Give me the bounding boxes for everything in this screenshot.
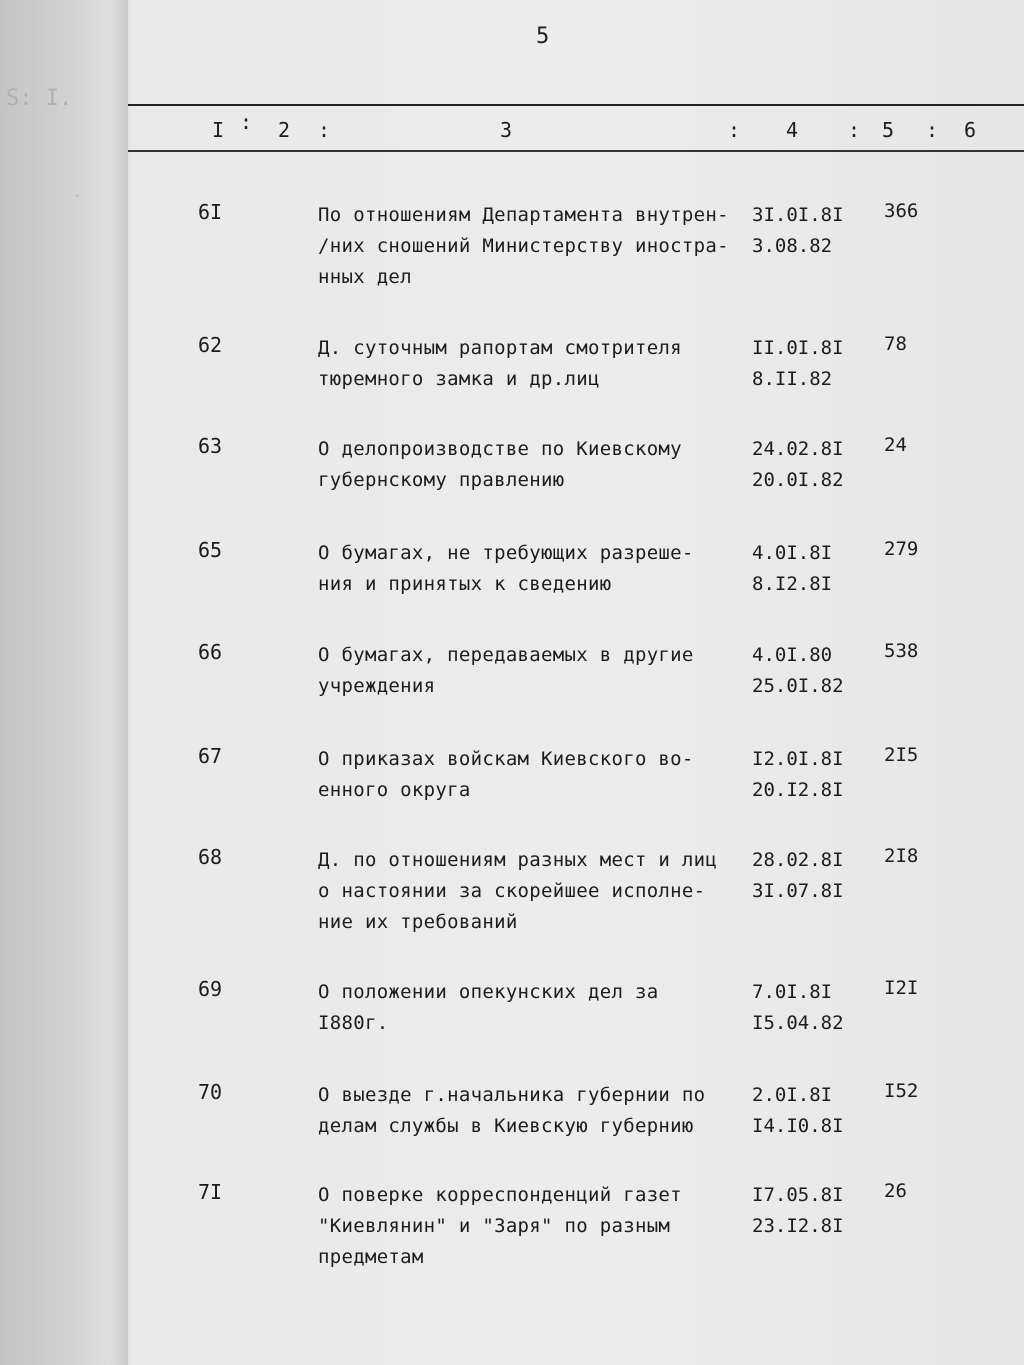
- item-title-line: О делопроизводстве по Киевскому: [318, 438, 682, 460]
- bleed-through-mark: ·: [72, 186, 83, 207]
- item-title-line: тюремного замка и др.лиц: [318, 368, 600, 390]
- item-number: 6I: [198, 200, 223, 224]
- date-end: 3.08.82: [752, 235, 833, 257]
- item-number: 7I: [198, 1180, 223, 1204]
- item-title-line: О приказах войскам Киевского во-: [318, 748, 694, 770]
- header-rule-bottom: [128, 150, 1024, 152]
- item-title-line: предметам: [318, 1246, 424, 1268]
- item-title-line: ния и принятых к сведению: [318, 573, 612, 595]
- column-header-5: 5: [882, 118, 895, 142]
- item-title: [318, 845, 758, 938]
- item-dates: [752, 200, 844, 262]
- item-title-line: О положении опекунских дел за: [318, 981, 659, 1003]
- item-title-line: По отношениям Департамента внутрен-: [318, 204, 729, 226]
- item-title-line: О поверке корреспонденций газет: [318, 1184, 682, 1206]
- item-title-line: ние их требований: [318, 911, 518, 933]
- item-number: 63: [198, 434, 223, 458]
- date-start: I2.0I.8I: [752, 748, 844, 770]
- item-number: 67: [198, 744, 223, 768]
- item-title-line: I880г.: [318, 1012, 389, 1034]
- item-title-line: нных дел: [318, 266, 412, 288]
- item-title: [318, 1080, 758, 1142]
- item-title-line: о настоянии за скорейшее исполне-: [318, 880, 706, 902]
- sheet-count: 2I8: [884, 845, 919, 867]
- item-title: [318, 538, 758, 600]
- column-separator: :: [926, 118, 939, 142]
- item-number: 65: [198, 538, 223, 562]
- date-start: 7.0I.8I: [752, 981, 833, 1003]
- date-end: 20.0I.82: [752, 469, 844, 491]
- column-separator: :: [728, 118, 741, 142]
- item-title-line: О бумагах, не требующих разреше-: [318, 542, 694, 564]
- item-title: [318, 640, 758, 702]
- header-rule-top: [128, 104, 1024, 106]
- date-end: I5.04.82: [752, 1012, 844, 1034]
- column-header-6: 6: [964, 118, 977, 142]
- item-dates: [752, 434, 844, 496]
- item-number: 62: [198, 333, 223, 357]
- date-end: 8.II.82: [752, 368, 833, 390]
- item-dates: [752, 845, 844, 907]
- item-dates: [752, 1180, 844, 1242]
- sheet-count: 2I5: [884, 744, 919, 766]
- sheet-count: 366: [884, 200, 919, 222]
- item-number: 68: [198, 845, 223, 869]
- item-title-line: О бумагах, передаваемых в другие: [318, 644, 694, 666]
- date-start: 4.0I.80: [752, 644, 833, 666]
- sheet-count: I52: [884, 1080, 919, 1102]
- page-number: 5: [536, 24, 550, 49]
- item-title-line: О выезде г.начальника губернии по: [318, 1084, 706, 1106]
- item-title-line: "Киевлянин" и "Заря" по разным: [318, 1215, 671, 1237]
- item-dates: [752, 1080, 844, 1142]
- item-number: 70: [198, 1080, 223, 1104]
- item-dates: [752, 538, 832, 600]
- item-title: [318, 744, 758, 806]
- date-end: 23.I2.8I: [752, 1215, 844, 1237]
- date-start: 24.02.8I: [752, 438, 844, 460]
- item-number: 69: [198, 977, 223, 1001]
- item-title-line: учреждения: [318, 675, 436, 697]
- fold-mark: S: I.: [6, 86, 73, 111]
- item-title: [318, 333, 758, 395]
- column-header-2: 2: [278, 118, 291, 142]
- column-header-1: I: [212, 118, 225, 142]
- column-separator: :: [240, 110, 253, 134]
- item-title-line: Д. суточным рапортам смотрителя: [318, 337, 682, 359]
- sheet-count: 279: [884, 538, 919, 560]
- item-dates: [752, 977, 844, 1039]
- item-title: [318, 1180, 758, 1273]
- sheet-count: 26: [884, 1180, 907, 1202]
- item-dates: [752, 640, 844, 702]
- date-start: I7.05.8I: [752, 1184, 844, 1206]
- date-end: 25.0I.82: [752, 675, 844, 697]
- item-title: [318, 977, 758, 1039]
- item-dates: [752, 333, 844, 395]
- item-title-line: губернскому правлению: [318, 469, 565, 491]
- item-title-line: /них сношений Министерству иностра-: [318, 235, 729, 257]
- sheet-count: 538: [884, 640, 919, 662]
- sheet-count: 24: [884, 434, 907, 456]
- item-title-line: енного округа: [318, 779, 471, 801]
- date-end: I4.I0.8I: [752, 1115, 844, 1137]
- date-start: II.0I.8I: [752, 337, 844, 359]
- page-fold-shadow: [0, 0, 128, 1365]
- date-start: 3I.0I.8I: [752, 204, 844, 226]
- item-title-line: делам службы в Киевскую губернию: [318, 1115, 694, 1137]
- sheet-count: 78: [884, 333, 907, 355]
- item-title: [318, 434, 758, 496]
- column-header-row: [0, 110, 1024, 148]
- column-separator: :: [318, 118, 331, 142]
- item-number: 66: [198, 640, 223, 664]
- date-start: 28.02.8I: [752, 849, 844, 871]
- item-dates: [752, 744, 844, 806]
- date-end: 3I.07.8I: [752, 880, 844, 902]
- column-header-4: 4: [786, 118, 799, 142]
- date-start: 4.0I.8I: [752, 542, 833, 564]
- sheet-count: I2I: [884, 977, 919, 999]
- date-start: 2.0I.8I: [752, 1084, 833, 1106]
- item-title-line: Д. по отношениям разных мест и лиц: [318, 849, 718, 871]
- column-header-3: 3: [500, 118, 513, 142]
- column-separator: :: [848, 118, 861, 142]
- date-end: 20.I2.8I: [752, 779, 844, 801]
- item-title: [318, 200, 758, 293]
- date-end: 8.I2.8I: [752, 573, 833, 595]
